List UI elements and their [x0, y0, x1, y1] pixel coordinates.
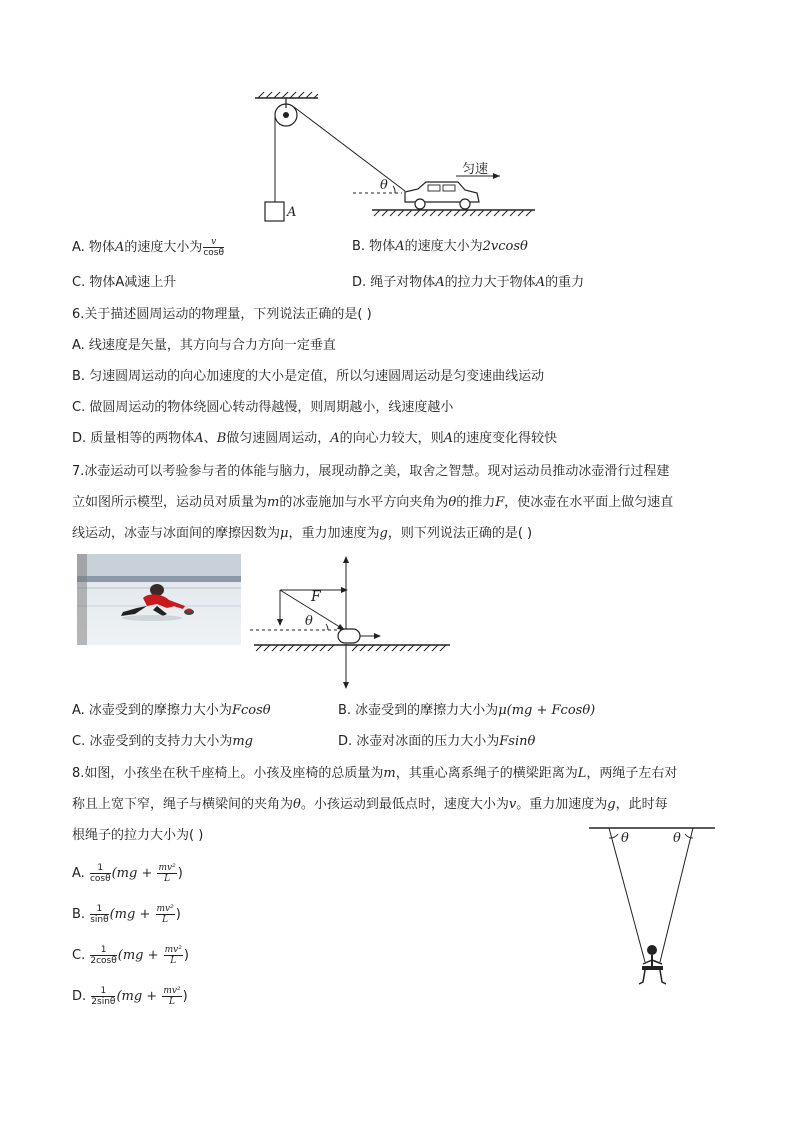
q7-option-c: C. 冰壶受到的支持力大小为mg [72, 734, 253, 749]
q8-stem-line2: 称且上宽下窄，绳子与横梁间的夹角为θ。小孩运动到最低点时，速度大小为v。重力加速度为g，此时每 [72, 797, 668, 812]
q5-option-d: D. 绳子对物体A的拉力大于物体A的重力 [352, 275, 585, 290]
curling-photo [77, 554, 241, 645]
curling-theta-label: θ [305, 614, 313, 629]
q8-stem-line1: 8.如图，小孩坐在秋千座椅上。小孩及座椅的总质量为m，其重心离系绳子的横梁距离为L，两绳子左右对 [72, 766, 678, 781]
q8-option-a: A. $\frac{1}{\cos\theta}$ (mg + $\frac{\text{mv²}}{L}$ ) [72, 863, 183, 884]
q7-stem-line2: 立如图所示模型，运动员对质量为m的冰壶施加与水平方向夹角为θ的推力F，使冰壶在水平面上做匀速直 [72, 495, 674, 510]
fig1-theta-label: θ [380, 178, 388, 193]
swing-theta-left: θ [621, 831, 629, 846]
swing-theta-right: θ [673, 831, 681, 846]
q5-option-b: B. 物体A的速度大小为2vcosθ [352, 239, 528, 254]
q7-stem-line3: 线运动，冰壶与冰面间的摩擦因数为μ，重力加速度为g，则下列说法正确的是( ) [72, 526, 533, 541]
q7-option-b: B. 冰壶受到的摩擦力大小为μ(mg + Fcosθ) [338, 703, 596, 718]
q7-option-a: A. 冰壶受到的摩擦力大小为Fcosθ [72, 703, 271, 718]
q8-option-c: C. $\frac{1}{2\cos\theta}$ (mg + $\frac{\text{mv²}}{L}$ ) [72, 945, 189, 966]
curling-force-diagram [250, 554, 460, 694]
q6-option-d: D. 质量相等的两物体A、B做匀速圆周运动，A的向心力较大，则A的速度变化得较快 [72, 431, 558, 446]
q8-stem-line3: 根绳子的拉力大小为( ) [72, 828, 204, 843]
q6-stem: 6.关于描述圆周运动的物理量，下列说法正确的是( ) [72, 307, 372, 322]
q8-option-d: D. $\frac{1}{2\sin\theta}$ (mg + $\frac{\text{mv²}}{L}$ ) [72, 986, 188, 1007]
q6-option-b: B. 匀速圆周运动的向心加速度的大小是定值，所以匀速圆周运动是匀变速曲线运动 [72, 369, 545, 384]
fig1-A-label: A [287, 205, 297, 220]
q7-option-d: D. 冰壶对冰面的压力大小为Fsinθ [338, 734, 536, 749]
fig1-uniform-label: 匀速 [462, 162, 489, 177]
swing-figure [585, 822, 720, 994]
q5-option-a: A. 物体A的速度大小为 $\frac{v}{\cos\theta}$ [72, 237, 224, 258]
q6-option-c: C. 做圆周运动的物体绕圆心转动得越慢，则周期越小，线速度越小 [72, 400, 454, 415]
q8-option-b: B. $\frac{1}{\sin\theta}$ (mg + $\frac{\text{mv²}}{L}$ ) [72, 904, 181, 925]
q7-stem-line1: 7.冰壶运动可以考验参与者的体能与脑力，展现动静之美，取舍之智慧。现对运动员推动冰壶滑行过程建 [72, 464, 670, 479]
q6-option-a: A. 线速度是矢量，其方向与合力方向一定垂直 [72, 338, 336, 353]
q5-option-c: C. 物体A减速上升 [72, 275, 177, 290]
curling-F-label: F [311, 589, 321, 605]
